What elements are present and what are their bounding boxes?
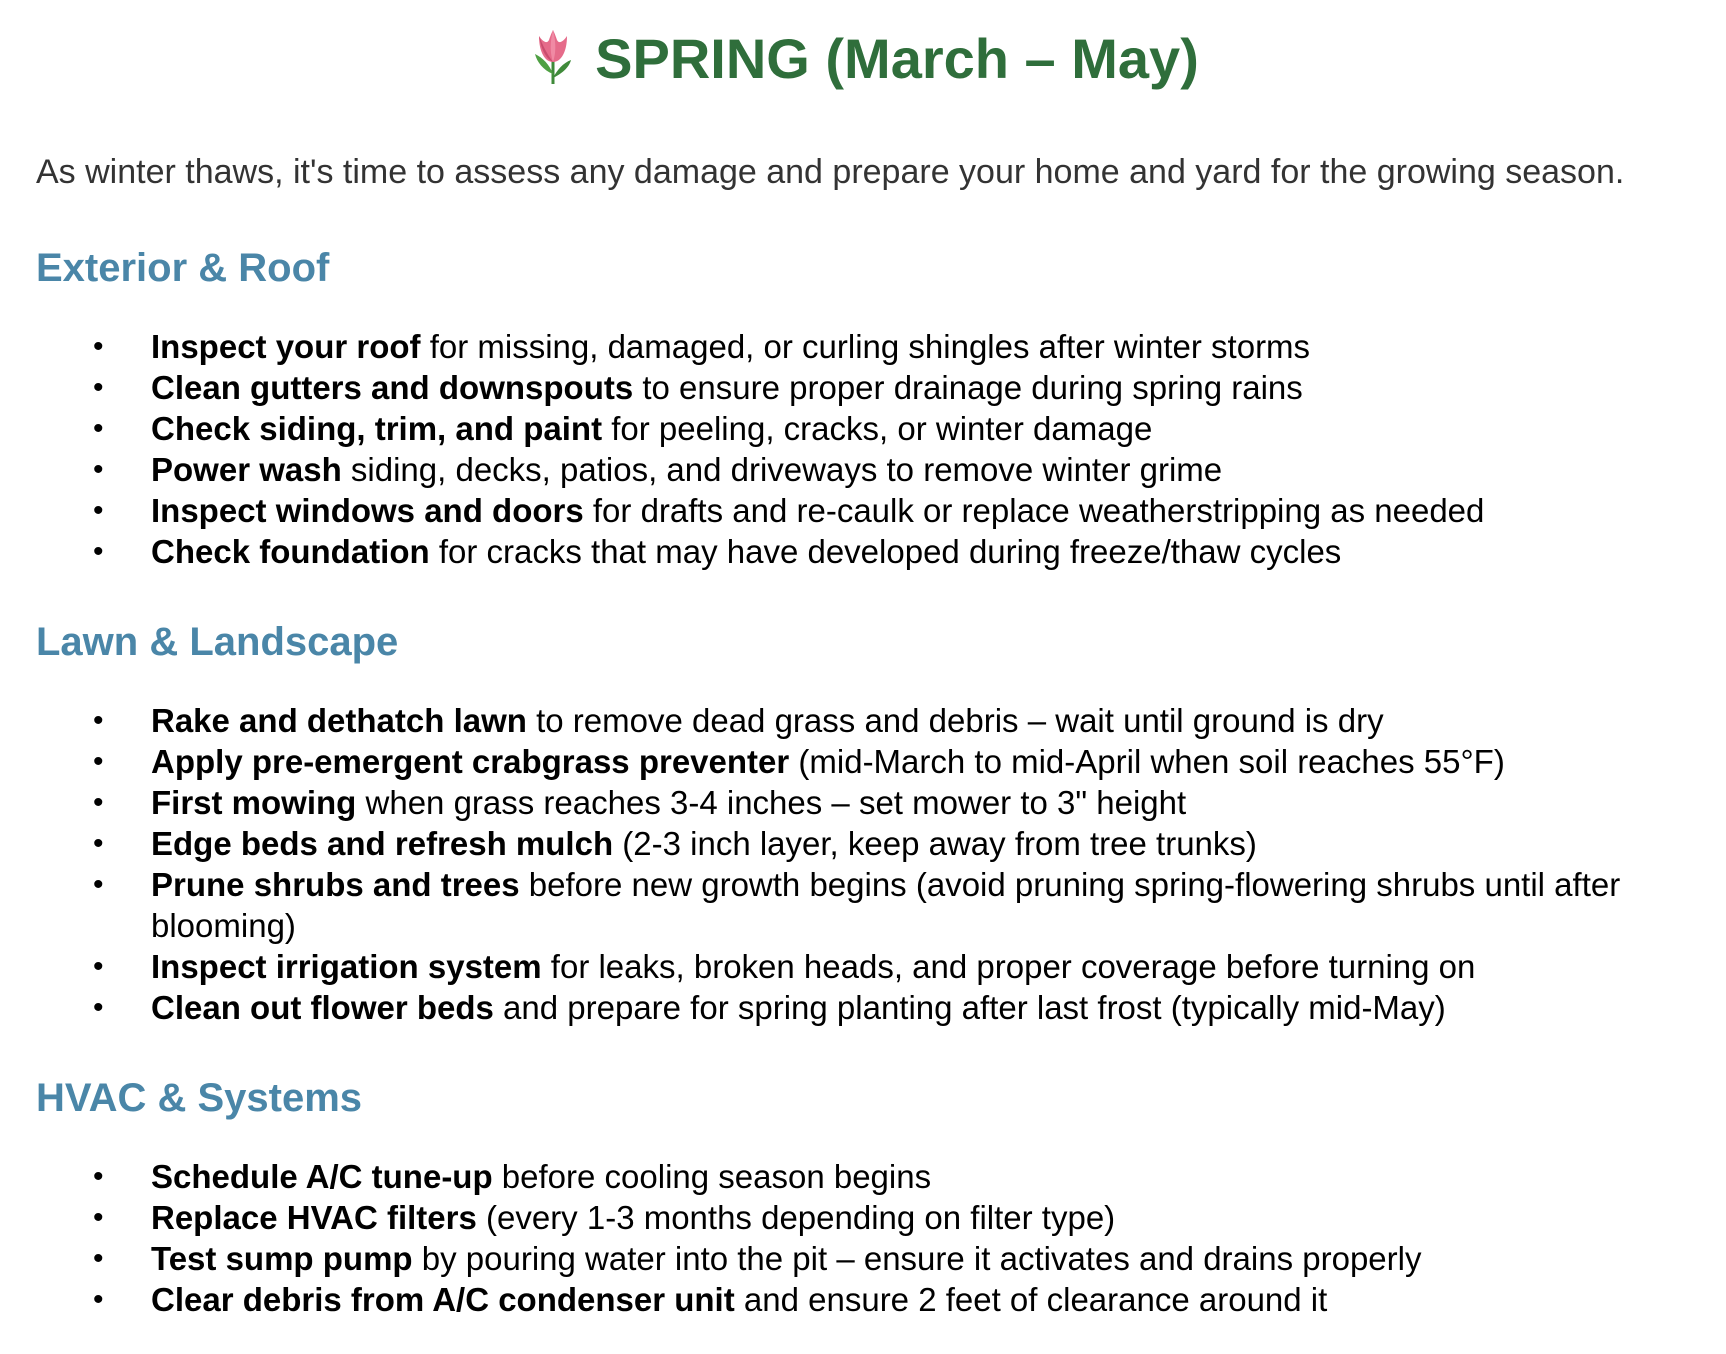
item-text: and prepare for spring planting after last frost (typically mid-May): [493, 989, 1446, 1026]
item-text: (every 1-3 months depending on filter type): [476, 1199, 1116, 1236]
item-lead: Rake and dethatch lawn: [151, 702, 527, 739]
item-text: for cracks that may have developed during freeze/thaw cycles: [429, 533, 1342, 570]
bullet: •: [93, 1242, 104, 1275]
intro-paragraph: As winter thaws, it's time to assess any damage and prepare your home and yard for the growing season.: [36, 153, 1625, 191]
bullet: •: [93, 827, 104, 860]
bullet: •: [93, 535, 104, 568]
item-text: for peeling, cracks, or winter damage: [602, 410, 1153, 447]
bullet: •: [93, 494, 104, 527]
item-lead: Clear debris from A/C condenser unit: [151, 1281, 735, 1318]
bullet: •: [93, 950, 104, 983]
list-item: [36, 326, 1690, 367]
item-lead: Clean gutters and downspouts: [151, 369, 634, 406]
item-text: siding, decks, patios, and driveways to remove winter grime: [341, 451, 1223, 488]
bullet: •: [93, 412, 104, 445]
item-text: when grass reaches 3-4 inches – set mower to 3" height: [356, 784, 1187, 821]
bullet: •: [93, 786, 104, 819]
section-hvac-systems: [36, 1074, 1690, 1320]
bullet: •: [93, 330, 104, 363]
item-lead: Inspect windows and doors: [151, 492, 584, 529]
item-lead: Apply pre-emergent crabgrass preventer: [151, 743, 790, 780]
bullet: •: [93, 453, 104, 486]
bullet: •: [93, 745, 104, 778]
page-title: [36, 0, 1690, 92]
list-item: [36, 700, 1690, 741]
item-lead: Check siding, trim, and paint: [151, 410, 603, 447]
item-text: before cooling season begins: [492, 1158, 932, 1195]
item-lead: Power wash: [151, 451, 342, 488]
task-list: [36, 700, 1690, 1028]
section-lawn-landscape: [36, 618, 1690, 1028]
section-heading: Exterior & Roof: [36, 246, 330, 290]
item-text: and ensure 2 feet of clearance around it: [734, 1281, 1328, 1318]
item-lead: Replace HVAC filters: [151, 1199, 477, 1236]
item-lead: Test sump pump: [151, 1240, 413, 1277]
bullet: •: [93, 1201, 104, 1234]
task-list: [36, 326, 1690, 572]
item-lead: Clean out flower beds: [151, 989, 494, 1026]
item-lead: First mowing: [151, 784, 357, 821]
bullet: •: [93, 868, 104, 901]
item-text: for drafts and re-caulk or replace weatherstripping as needed: [583, 492, 1485, 529]
item-text: (2-3 inch layer, keep away from tree trunks): [613, 825, 1257, 862]
item-lead: Inspect your roof: [151, 328, 421, 365]
bullet: •: [93, 1283, 104, 1316]
tulip-icon: [527, 30, 579, 84]
item-text: by pouring water into the pit – ensure it activates and drains properly: [412, 1240, 1422, 1277]
bullet: •: [93, 991, 104, 1024]
list-item: [36, 531, 1690, 572]
list-item: [36, 782, 1690, 823]
list-item: [36, 823, 1690, 864]
list-item: [36, 741, 1690, 782]
list-item: [36, 1197, 1690, 1238]
item-lead: Inspect irrigation system: [151, 948, 542, 985]
section-exterior-roof: [36, 244, 1690, 572]
item-lead: Prune shrubs and trees: [151, 866, 520, 903]
item-text: to ensure proper drainage during spring rains: [633, 369, 1303, 406]
list-item: [36, 408, 1690, 449]
task-list: [36, 1156, 1690, 1320]
list-item: [36, 864, 1690, 946]
page-title-text: SPRING (March – May): [595, 27, 1199, 90]
section-heading: Lawn & Landscape: [36, 620, 399, 664]
item-text: (mid-March to mid-April when soil reaches 55°F): [789, 743, 1505, 780]
list-item: [36, 367, 1690, 408]
item-lead: Check foundation: [151, 533, 430, 570]
list-item: [36, 1156, 1690, 1197]
item-text: for leaks, broken heads, and proper coverage before turning on: [541, 948, 1476, 985]
item-text: before new growth begins (avoid pruning spring-flowering shrubs until after blooming): [151, 866, 1621, 944]
item-text: to remove dead grass and debris – wait until ground is dry: [526, 702, 1384, 739]
item-lead: Schedule A/C tune-up: [151, 1158, 493, 1195]
list-item: [36, 490, 1690, 531]
bullet: •: [93, 704, 104, 737]
list-item: [36, 946, 1690, 987]
list-item: [36, 449, 1690, 490]
bullet: •: [93, 371, 104, 404]
list-item: [36, 1279, 1690, 1320]
list-item: [36, 1238, 1690, 1279]
item-text: for missing, damaged, or curling shingles after winter storms: [420, 328, 1311, 365]
list-item: [36, 987, 1690, 1028]
bullet: •: [93, 1160, 104, 1193]
section-heading: HVAC & Systems: [36, 1076, 363, 1120]
item-lead: Edge beds and refresh mulch: [151, 825, 614, 862]
